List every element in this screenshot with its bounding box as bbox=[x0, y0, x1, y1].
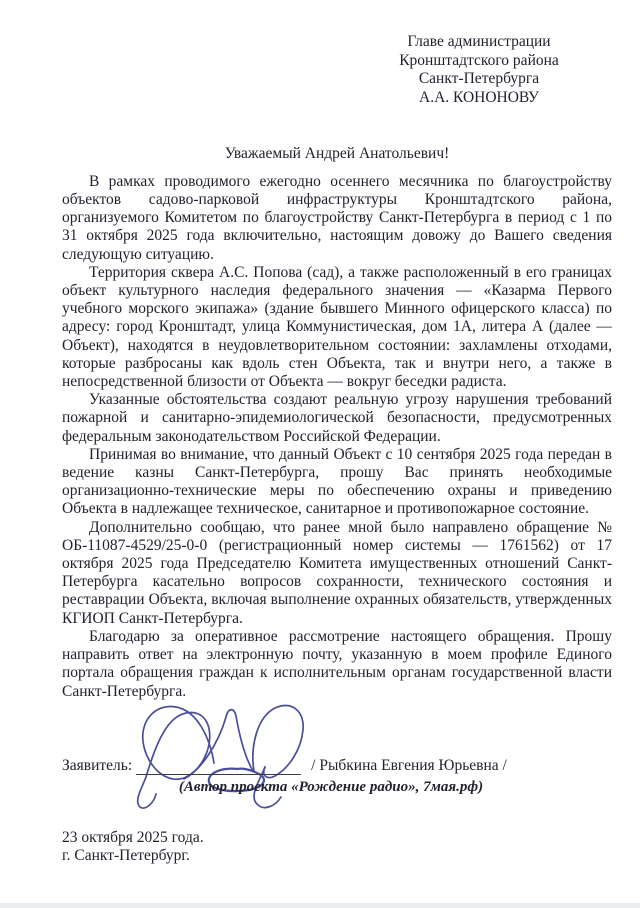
date-block bbox=[62, 829, 612, 866]
signature-caption: (Автор проекта «Рождение радио», 7мая.рф) bbox=[178, 779, 484, 795]
recipient-line: Санкт-Петербурга bbox=[418, 70, 540, 88]
recipient-line: Кронштадтского района bbox=[399, 51, 559, 69]
page-edge-strip bbox=[0, 903, 640, 908]
salutation: Уважаемый Андрей Анатольевич! bbox=[224, 144, 450, 162]
recipient-block bbox=[364, 33, 594, 108]
signature-name: / Рыбкина Евгения Юрьевна / bbox=[311, 757, 507, 774]
signature-line bbox=[136, 758, 301, 775]
body-paragraph: Территория сквера А.С. Попова (сад), а также расположенный в его границах объект культурного наследия федерального значения — «Казарма Первого учебного морского экипажа» (здание бывшего Минного офицерского класса) по адресу: город Кронштадт, улица Коммунистическая, дом 1А, литера А (далее — Объект), находятся в неудовлетворительном состоянии: захламлены отходами, которые разбросаны как вдоль стен Объекта, так и внутри него, а также в непосредственной близости от Объекта — вокруг беседки радиста. bbox=[62, 263, 612, 391]
signature-row bbox=[62, 756, 612, 775]
recipient-line: Главе администрации bbox=[407, 33, 551, 50]
body-paragraph: Указанные обстоятельства создают реальную угрозу нарушения требований пожарной и санитарно-эпидемиологической безопасности, предусмотренных федеральным законодательством Российской Федерации. bbox=[62, 391, 612, 445]
signature-label: Заявитель: bbox=[62, 757, 133, 774]
city-line: г. Санкт-Петербург. bbox=[62, 847, 190, 865]
letter-body bbox=[62, 173, 612, 701]
signature-footer bbox=[62, 756, 612, 866]
body-paragraph: Принимая во внимание, что данный Объект с 10 сентября 2025 года передан в ведение казны Санкт-Петербурга, прошу Вас принять необходимые организационно-технические меры по обеспечению охраны и приведению Объекта в надлежащее техническое, санитарное и противопожарное состояние. bbox=[62, 445, 612, 518]
recipient-line: А.А. КОНОНОВУ bbox=[419, 89, 539, 107]
body-paragraph: Дополнительно сообщаю, что ранее мной было направлено обращение № ОБ-11087-4529/25-0-0 (регистрационный номер системы — 1761562) от 17 октября 2025 года Председателю Комитета имущественных отношений Санкт-Петербурга касательно вопросов сохранности, технического состояния и реставрации Объекта, включая выполнение охранных обязательств, утвержденных КГИОП Санкт-Петербурга. bbox=[62, 518, 612, 627]
body-paragraph: Благодарю за оперативное рассмотрение настоящего обращения. Прошу направить ответ на электронную почту, указанную в моем профиле Единого портала обращения граждан к исполнительным органам государственной власти Санкт-Петербурга. bbox=[62, 627, 612, 700]
date-line: 23 октября 2025 года. bbox=[62, 829, 204, 846]
body-paragraph: В рамках проводимого ежегодно осеннего месячника по благоустройству объектов садово-парковой инфраструктуры Кронштадтского района, организуемого Комитетом по благоустройству Санкт-Петербурга в период с 1 по 31 октября 2025 года включительно, настоящим довожу до Вашего сведения следующую ситуацию. bbox=[62, 172, 612, 263]
